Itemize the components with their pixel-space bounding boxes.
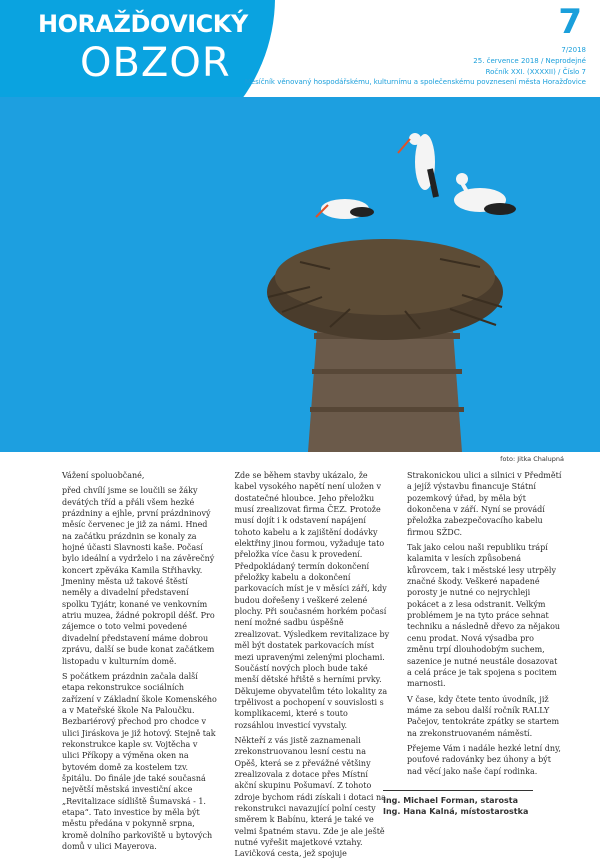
issue-code: 7/2018 xyxy=(561,46,586,54)
paragraph: Vážení spoluobčané, xyxy=(62,471,145,480)
paragraph: V čase, kdy čtete tento úvodník, již máme za sebou další ročník RALLY Pačejov, tentokráte zpátky se startem na zrekonstruovaném náměstí. xyxy=(407,694,560,738)
masthead-title-line1: HORAŽĎOVICKÝ xyxy=(38,10,248,38)
paragraph: před chvílí jsme se loučili se žáky devátých tříd a přáli všem hezké prázdniny a ejhle, první prázdninový měsíc červenec je již za námi. Hned na začátku prázdnin se konaly za hojné účasti Slavnosti kaše. Počasí bylo ideální a vydrželo i na závěrečný koncert zpěváka Kamila Střihavky. Jmeniny města už takové štěstí neměly a divadelní představení spolku Tyjátr, konané ve venkovním atriu muzea, žádné pokropil déšť. Pro zájemce o toto velmi povedené divadelní představení máme dobrou zprávu, další se bude konat začátkem listopadu v kulturním domě. xyxy=(62,486,215,666)
stork-nest-illustration xyxy=(0,97,600,452)
issue-number: 7 xyxy=(558,2,582,42)
article-column-3 xyxy=(407,470,562,790)
issue-info xyxy=(473,45,586,78)
stork-nest-photo xyxy=(0,97,600,452)
issue-date: 25. července 2018 / Neprodejné xyxy=(473,57,586,65)
masthead-title-line2: OBZOR xyxy=(80,40,231,86)
paragraph: Tak jako celou naši republiku trápí kalamita v lesích způsobená kůrovcem, tak i městské lesy utrpěly značné škody. Veškeré napadené porosty je nutné co nejrychleji pokácet a z lesa odstranit. Velkým problémem je na tyto práce sehnat techniku a následně dřevo za nějakou cenu prodat. Nová výsadba pro změnu trpí dlouhodobým suchem, sazenice je nutné neustále dosazovat a celá práce je tak spojena s pocitem marnosti. xyxy=(407,543,561,689)
article-column-1 xyxy=(62,470,217,851)
article-column-2 xyxy=(234,470,390,859)
signature-mayor: Ing. Michael Forman, starosta xyxy=(383,796,518,805)
signatures xyxy=(383,795,528,817)
tagline: Měsíčník věnovaný hospodářskému, kulturnímu a společenskému povznesení města Horažďovice xyxy=(244,78,586,86)
paragraph: Zde se během stavby ukázalo, že kabel vysokého napětí není uložen v dostatečné hloubce. Jeho přeložku musí zrealizovat firma ČEZ. Protože musí dojít i k odstavení napájení tohoto kabelu a k zajištění dodávky elektřiny jinou formou, vyžaduje tato přeložka více času k provedení. Předpokládaný termín dokončení přeložky kabelu a dokončení parkovacích míst je v měsíci září, kdy budou dořešeny i veškeré zelené plochy. Při současném horkém počasí není možné sadbu úspěšně zrealizovat. Výsledkem revitalizace by měl být dostatek parkovacích míst mezi upravenými zelenými plochami. Součástí nových ploch bude také menší dětské hřiště s herními prvky. Děkujeme obyvatelům této lokality za trpělivost a pochopení v souvislosti s komplikacemi, které s touto rozsáhlou investicí vyvstaly. xyxy=(234,471,390,730)
signature-deputy: Ing. Hana Kalná, místostarostka xyxy=(383,807,529,816)
paragraph: S počátkem prázdnin začala další etapa rekonstrukce sociálních zařízení v Základní škole Komenského a v Mateřské škole Na Paloučku. Bezbariérový přechod pro chodce v ulici Jiráskova je již hotový. Stejně tak rekonstrukce kaple sv. Vojtěcha v ulici Příkopy a výměna oken na bytovém domě za kostelem tzv. špitálu. Do finále jde také současná největší městská investiční akce „Revitalizace sídliště Šumavská - 1. etapa“. Tato investice by měla být městu předána v pokynně srpna, kromě dolního parkoviště u bytových domů v ulici Mayerova. xyxy=(62,671,217,851)
paragraph: Strakonickou ulici a silnici v Předmětí a jejíž výstavbu financuje Státní pozemkový úřad, by měla být dokončena v září. Nyní se provádí přeložka zabezpečovacího kabelu firmou SŽDC. xyxy=(407,471,562,537)
paragraph: Přejeme Vám i nadále hezké letní dny, pouťové radovánky bez úhony a být nad věcí jako naše čapí rodinka. xyxy=(407,743,561,776)
paragraph: Někteří z vás jistě zaznamenali zrekonstruovanou lesní cestu na Opěš, která se z převážné většiny zrealizovala z dotace přes Místní akční skupinu Pošumaví. Z tohoto zdroje bychom rádi získali i dotaci na rekonstrukci navazující polní cesty směrem k Babínu, která je také ve velmi špatném stavu. Zde je ale ještě nutné vyřešit majetkové vztahy. Lavičková cesta, jež spojuje xyxy=(234,735,386,859)
signature-divider xyxy=(383,790,533,791)
photo-credit: foto: Jitka Chalupná xyxy=(500,455,564,463)
issue-volume: Ročník XXI. (XXXXII) / Číslo 7 xyxy=(485,68,586,76)
